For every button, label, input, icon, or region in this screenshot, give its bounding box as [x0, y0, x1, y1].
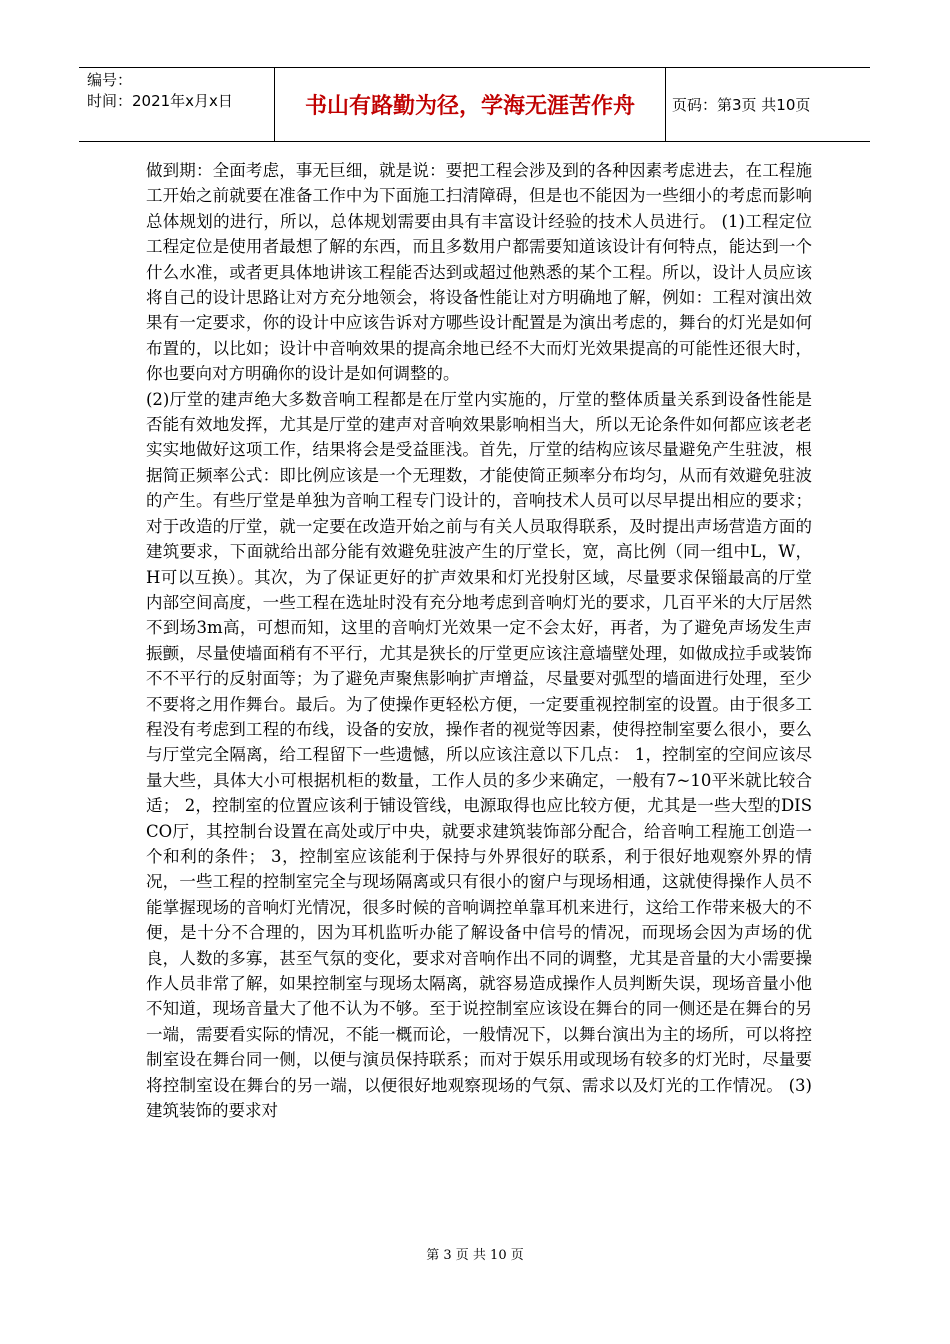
page-header	[79, 67, 870, 142]
document-body	[146, 158, 812, 1123]
document-number-label: 编号：	[87, 71, 133, 89]
header-motto: 书山有路勤为径，学海无涯苦作舟	[275, 68, 666, 141]
header-meta	[79, 68, 275, 141]
body-paragraph-2: (2)厅堂的建声绝大多数音响工程都是在厅堂内实施的，厅堂的整体质量关系到设备性能是否能有效地发挥，尤其是厅堂的建声对音响效果影响相当大，所以无论条件如何都应该老老实实地做好这项工作，结果将会是受益匪浅。首先，厅堂的结构应该尽量避免产生驻波，根据简正频率公式：即比例应该是一个无理数，才能使简正频率分布均匀，从而有效避免驻波的产生。有些厅堂是单独为音响工程专门设计的，音响技术人员可以尽早提出相应的要求；对于改造的厅堂，就一定要在改造开始之前与有关人员取得联系，及时提出声场营造方面的建筑要求，下面就给出部分能有效避免驻波产生的厅堂长，宽，高比例（同一组中L，W，H可以互换）。其次，为了保证更好的扩声效果和灯光投射区域，尽量要求保锱最高的厅堂内部空间高度，一些工程在选址时没有充分地考虑到音响灯光的要求，几百平米的大厅居然不到场3m高，可想而知，这里的音响灯光效果一定不会太好，再者，为了避免声场发生声振颤，尽量使墙面稍有不平行，尤其是狭长的厅堂更应该注意墙壁处理，如做成拉手或装饰不不平行的反射面等；为了避免声聚焦影响扩声增益，尽量要对弧型的墙面进行处理，至少不要将之用作舞台。最后。为了使操作更轻松方便，一定要重视控制室的设置。由于很多工程没有考虑到工程的布线，设备的安放，操作者的视觉等因素，使得控制室要么很小，要么与厅堂完全隔离，给工程留下一些遗憾，所以应该注意以下几点： 1，控制室的空间应该尽量大些，具体大小可根据机柜的数量，工作人员的多少来确定，一般有7~10平米就比较合适； 2，控制室的位置应该利于铺设管线，电源取得也应比较方便，尤其是一些大型的DISCO厅，其控制台设置在高处或厅中央，就要求建筑装饰部分配合，给音响工程施工创造一个和利的条件； 3，控制室应该能利于保持与外界很好的联系，利于很好地观察外界的情况，一些工程的控制室完全与现场隔离或只有很小的窗户与现场相通，这就使得操作人员不能掌握现场的音响灯光情况，很多时候的音响调控单靠耳机来进行，这给工作带来极大的不便，是十分不合理的，因为耳机监听办能了解设备中信号的情况，而现场会因为声场的优良，人数的多寡，甚至气氛的变化，要求对音响作出不同的调整，尤其是音量的大小需要操作人员非常了解，如果控制室与现场太隔离，就容易造成操作人员判断失误，现场音量小他不知道，现场音量大了他不认为不够。至于说控制室应该设在舞台的同一侧还是在舞台的另一端，需要看实际的情况，不能一概而论，一般情况下，以舞台演出为主的场所，可以将控制室设在舞台同一侧，以便与演员保持联系；而对于娱乐用或现场有较多的灯光时，尽量要将控制室设在舞台的另一端，以便很好地观察现场的气氛、需求以及灯光的工作情况。 (3)建筑装饰的要求对	[146, 389, 812, 1121]
body-paragraph-1: 做到期：全面考虑，事无巨细，就是说：要把工程会涉及到的各种因素考虑进去，在工程施工开始之前就要在准备工作中为下面施工扫清障碍，但是也不能因为一些细小的考虑而影响总体规划的进行，所以，总体规划需要由具有丰富设计经验的技术人员进行。 (1)工程定位工程定位是使用者最想了解的东西，而且多数用户都需要知道该设计有何特点，能达到一个什么水准，或者更具体地讲该工程能否达到或超过他熟悉的某个工程。所以，设计人员应该将自己的设计思路让对方充分地领会，将设备性能让对方明确地了解，例如：工程对演出效果有一定要求，你的设计中应该告诉对方哪些设计配置是为演出考虑的，舞台的灯光是如何布置的，以比如；设计中音响效果的提高余地已经不大而灯光效果提高的可能性还很大时，你也要向对方明确你的设计是如何调整的。	[146, 161, 812, 384]
page-footer: 第 3 页 共 10 页	[426, 1248, 524, 1263]
document-time-label: 时间：2021年x月x日	[87, 92, 233, 110]
header-page-info: 页码：第3页 共10页	[672, 96, 811, 114]
